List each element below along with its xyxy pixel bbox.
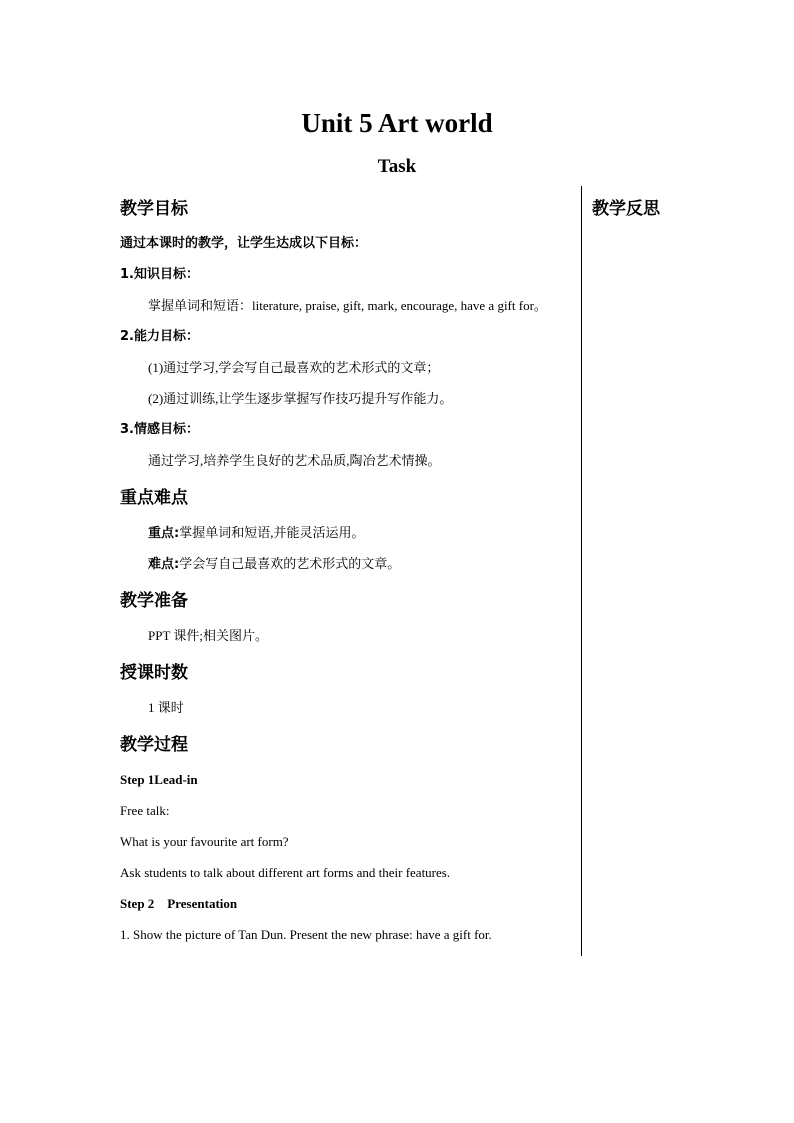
hours-heading: 授课时数	[120, 663, 188, 683]
column-divider	[581, 186, 582, 956]
objectives-intro: 通过本课时的教学，让学生达成以下目标：	[120, 236, 368, 251]
side-column	[592, 196, 772, 234]
objectives-heading: 教学目标	[120, 199, 188, 219]
preparation-heading: 教学准备	[120, 591, 188, 611]
key-point-line	[120, 523, 580, 543]
key-points-heading: 重点难点	[120, 488, 188, 508]
process-heading: 教学过程	[120, 735, 188, 755]
document-subtitle: Task	[377, 156, 417, 177]
hours-text: 1 课时	[148, 700, 184, 715]
difficult-text: 学会写自己最喜欢的艺术形式的文章。	[179, 556, 401, 571]
document-title: Unit 5 Art world	[301, 108, 493, 138]
difficult-label: 难点:	[148, 557, 180, 572]
main-column	[120, 196, 580, 956]
ability-label: 2.能力目标：	[120, 329, 199, 344]
difficult-point-line	[120, 554, 580, 574]
process-line-1: Free talk:	[120, 803, 170, 818]
preparation-text: PPT 课件;相关图片。	[148, 628, 269, 643]
process-line-4: 1. Show the picture of Tan Dun. Present the new phrase: have a gift for.	[120, 927, 492, 942]
step1-heading: Step 1Lead-in	[120, 772, 198, 787]
knowledge-text: 掌握单词和短语：literature, praise, gift, mark, encourage, have a gift for。	[148, 298, 547, 313]
knowledge-label: 1.知识目标：	[120, 267, 199, 282]
reflection-heading: 教学反思	[592, 199, 660, 219]
process-line-3: Ask students to talk about different art forms and their features.	[120, 865, 451, 880]
emotion-label: 3.情感目标：	[120, 422, 199, 437]
emotion-text: 通过学习,培养学生良好的艺术品质,陶冶艺术情操。	[148, 453, 441, 468]
ability-item-2: (2)通过训练,让学生逐步掌握写作技巧提升写作能力。	[148, 391, 453, 406]
ability-item-1: (1)通过学习,学会写自己最喜欢的艺术形式的文章；	[148, 360, 440, 375]
key-label: 重点:	[148, 526, 180, 541]
key-text: 掌握单词和短语,并能灵活运用。	[179, 525, 365, 540]
process-line-2: What is your favourite art form?	[120, 834, 289, 849]
step2-heading: Step 2 Presentation	[120, 896, 238, 911]
